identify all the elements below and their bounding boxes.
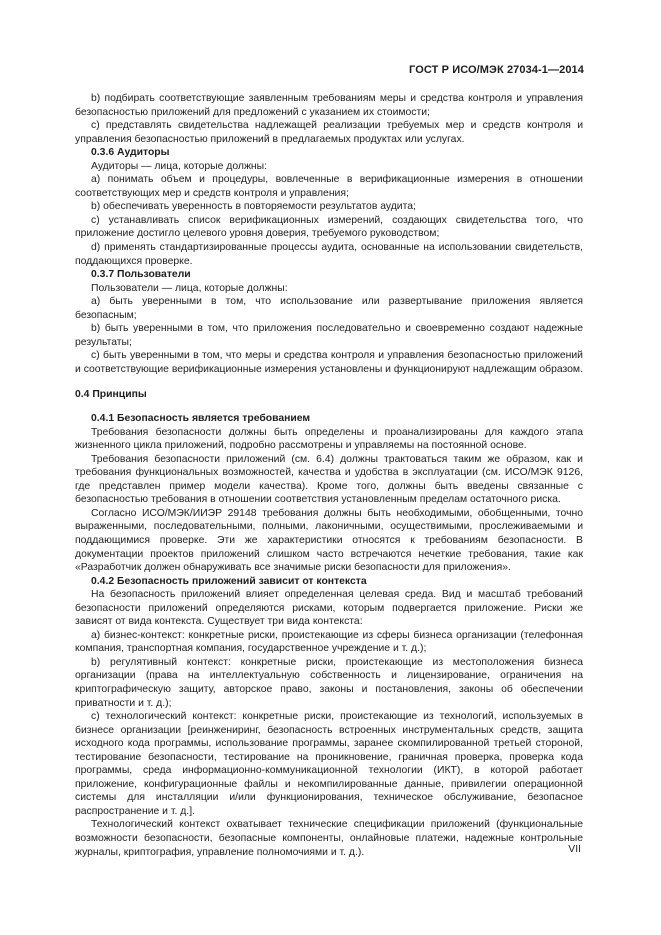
list-item: c) быть уверенными в том, что меры и средства контроля и управления безопасностью приложений и соответствующие верификационные измерения установлены и функционируют надлежащим образом. bbox=[75, 350, 583, 375]
section-heading: 0.4.1 Безопасность является требованием bbox=[91, 413, 311, 425]
paragraph: Пользователи — лица, которые должны: bbox=[91, 282, 288, 294]
list-item: b) обеспечивать уверенность в повторяемости результатов аудита; bbox=[91, 201, 416, 213]
paragraph: Требования безопасности должны быть определены и проанализированы для каждого этапа жизненного цикла приложений, подробно рассмотрены и управляемы на постоянной основе. bbox=[75, 426, 583, 452]
paragraph: Согласно ИСО/МЭК/ИИЭР 29148 требования должны быть необходимыми, обобщенными, точно выраженными, последовательными, полными, лаконичными, осуществимыми, прослеживаемыми и поддающимися проверке. Эти же характеристики относятся к требованиям безопасности. В документации проектов приложений слишком часто встречаются нечеткие требования, такие как «Разработчик должен обнаруживать все значимые риски безопасности для приложения». bbox=[75, 507, 583, 574]
section-heading: 0.4 Принципы bbox=[75, 389, 147, 401]
standard-header: ГОСТ Р ИСО/МЭК 27034-1—2014 bbox=[409, 64, 584, 76]
document-body bbox=[75, 92, 583, 859]
list-item: a) понимать объем и процедуры, вовлеченные в верификационные измерения в отношении соответствующих мер и средств контроля и управления; bbox=[75, 174, 583, 199]
section-heading: 0.4.2 Безопасность приложений зависит от контекста bbox=[91, 575, 367, 587]
list-item: b) быть уверенными в том, что приложения последовательно и своевременно создают надежные результаты; bbox=[75, 323, 583, 348]
list-item: c) представлять свидетельства надлежащей реализации требуемых мер и средств контроля и управления безопасностью приложений в предлагаемых продуктах или услугах. bbox=[75, 120, 583, 145]
paragraph: Аудиторы — лица, которые должны: bbox=[91, 160, 268, 172]
list-item: b) подбирать соответствующие заявленным требованиям меры и средства контроля и управления безопасностью приложений для предложений с указанием их стоимости; bbox=[75, 93, 583, 118]
paragraph: Требования безопасности приложений (см. 6.4) должны трактоваться таким же образом, как и требования функциональных возможностей, качества и удобства в эксплуатации (см. ИСО/МЭК 9126, где представлен пример модели качества). Кроме того, должны быть введены связанные с безопасностью требования в отношении соответствия установленным пределам остаточного риска. bbox=[75, 453, 583, 506]
page-number: VII bbox=[568, 844, 581, 855]
list-item: a) быть уверенными в том, что использование или развертывание приложения является безопасным; bbox=[75, 296, 583, 321]
paragraph: На безопасность приложений влияет определенная целевая среда. Вид и масштаб требований безопасности приложений определяются рисками, которым подвергается приложение. Риски же зависят от вида контекста. Существует три вида контекста: bbox=[75, 589, 583, 628]
section-heading: 0.3.7 Пользователи bbox=[91, 269, 191, 281]
section-heading: 0.3.6 Аудиторы bbox=[91, 147, 170, 159]
paragraph: Технологический контекст охватывает технические спецификации приложений (функциональные возможности безопасности, безопасные компоненты, онлайновые платежи, надежные контрольные журналы, криптография, управление полномочиями и т. д.). bbox=[75, 819, 583, 858]
list-item: c) устанавливать список верификационных измерений, создающих свидетельства того, что приложение достигло целевого уровня доверия, требуемого руководством; bbox=[75, 214, 583, 240]
list-item: b) регулятивный контекст: конкретные риски, проистекающие из местоположения бизнеса организации (права на интеллектуальную собственность и лицензирование, ограничения на криптографическую защиту, авторское право, законы и постановления, законы об обеспечении приватности и т. д.); bbox=[75, 656, 583, 709]
list-item: d) применять стандартизированные процессы аудита, основанные на использовании свидетельств, поддающихся проверке. bbox=[75, 242, 583, 267]
list-item: a) бизнес-контекст: конкретные риски, проистекающие из сферы бизнеса организации (телефонная компания, транспортная компания, государственное учреждение и т. д.); bbox=[75, 629, 583, 655]
list-item: c) технологический контекст: конкретные риски, проистекающие из технологий, используемых в бизнесе организации [реинжениринг, безопасность встроенных инструментальных средств, защита исходного кода программы, использование программы, заранее скомпилированной третьей стороной, тестирование безопасности, тестирование на проникновение, граничная проверка, проверка кода программы, среда информационно-коммуникационной технологии (ИКТ), в которой работает приложение, конфигурационные файлы и некомпилированные данные, привилегии операционной системы для инсталляции и/или функционирования, техническое обслуживание, безопасное распространение и т. д.]. bbox=[75, 711, 583, 817]
